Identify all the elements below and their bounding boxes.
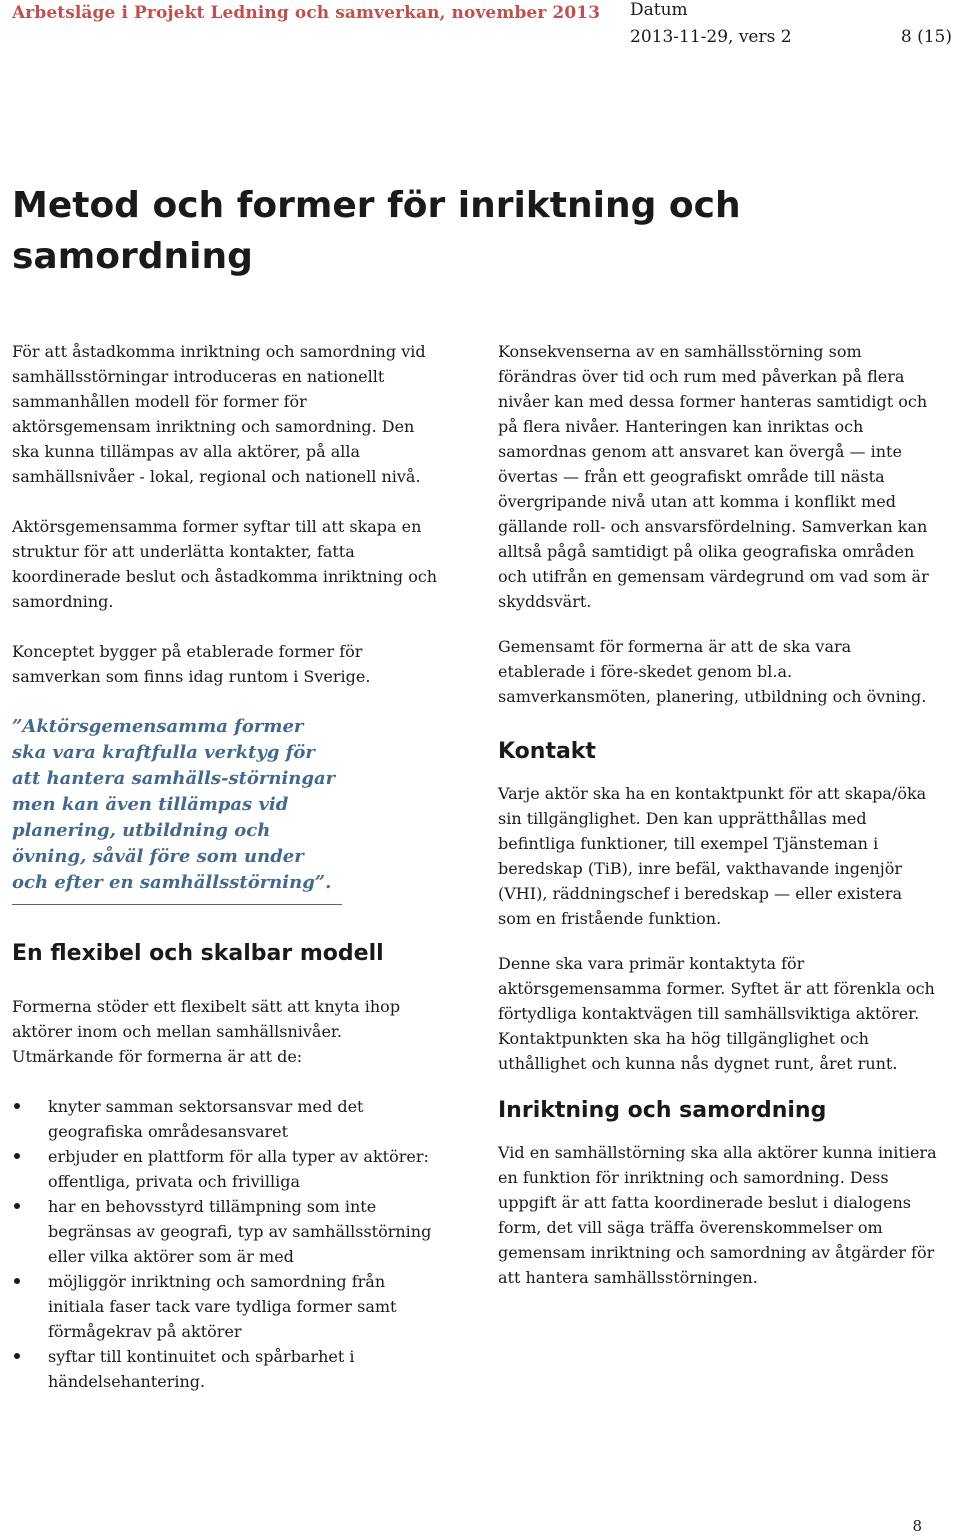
footer-page-number: 8 [912, 1517, 922, 1535]
section-heading-inriktning: Inriktning och samordning [498, 1098, 827, 1123]
consequences-paragraph: Konsekvenserna av en samhällsstörning som förändras över tid och rum med påverkan på flera nivåer kan med dessa former hanteras samtidigt och på flera nivåer. Hanteringen kan inriktas och samordnas genom att ansvaret kan övergå — inte övertas — från ett geografiskt område till nästa övergripande nivå utan att komma i konflikt med gällande roll- och ansvarsfördelning. Samverkan kan alltså pågå samtidigt på olika geografiska områden och utifrån en gemensam värdegrund om vad som är skyddsvärt. [498, 342, 929, 611]
quote-divider [12, 904, 342, 905]
list-item [12, 1344, 442, 1394]
common-paragraph: Gemensamt för formerna är att de ska vara etablerade i före-skedet genom bl.a. samverkansmöten, planering, utbildning och övning. [498, 637, 927, 706]
document-title: Arbetsläge i Projekt Ledning och samverkan, november 2013 [12, 3, 601, 23]
date-version: 2013-11-29, vers 2 [630, 27, 792, 47]
list-item [12, 1094, 442, 1144]
kontaktyta-paragraph: Denne ska vara primär kontaktyta för aktörsgemensamma former. Syftet är att förenkla och förtydliga kontaktvägen till samhällsviktiga aktörer. Kontaktpunkten ska ha hög tillgänglighet och uthållighet och kunna nås dygnet runt, året runt. [498, 954, 935, 1073]
list-item-text: möjliggör inriktning och samordning från initiala faser tack vare tydliga former samt förmågekrav på aktörer [48, 1272, 397, 1341]
page-title: Metod och former för inriktning och samordning [12, 185, 741, 277]
purpose-paragraph: Aktörsgemensamma former syftar till att skapa en struktur för att underlätta kontakter, fatta koordinerade beslut och åstadkomma inriktning och samordning. [12, 517, 438, 611]
kontakt-paragraph: Varje aktör ska ha en kontaktpunkt för att skapa/öka sin tillgänglighet. Den kan upprätthållas med befintliga funktioner, till exempel Tjänsteman i beredskap (TiB), inre befäl, vakthavande ingenjör (VHI), räddningschef i beredskap — eller existera som en fristående funktion. [498, 784, 927, 928]
section-heading-flexibel: En flexibel och skalbar modell [12, 941, 384, 966]
inriktning-paragraph: Vid en samhällstörning ska alla aktörer kunna initiera en funktion för inriktning och samordning. Dess uppgift är att fatta koordinerade beslut i dialogens form, det vill säga träffa överenskommelser om gemensam inriktning och samordning av åtgärder för att hantera samhällsstörningen. [498, 1143, 937, 1287]
page-counter: 8 (15) [900, 27, 952, 47]
flexibel-paragraph: Formerna stöder ett flexibelt sätt att knyta ihop aktörer inom och mellan samhällsnivåer. Utmärkande för formerna är att de: [12, 997, 401, 1066]
datum-label: Datum [630, 0, 688, 20]
bullet-icon [14, 1353, 20, 1359]
section-heading-kontakt: Kontakt [498, 739, 596, 764]
list-item-text: syftar till kontinuitet och spårbarhet i händelsehantering. [48, 1347, 355, 1391]
list-item [12, 1144, 442, 1194]
list-item-text: knyter samman sektorsansvar med det geografiska områdesansvaret [48, 1097, 364, 1141]
list-item-text: erbjuder en plattform för alla typer av aktörer: offentliga, privata och frivilliga [48, 1147, 429, 1191]
concept-paragraph: Konceptet bygger på etablerade former för samverkan som finns idag runtom i Sverige. [12, 642, 371, 686]
list-item [12, 1194, 442, 1269]
bullet-icon [14, 1153, 20, 1159]
bullet-icon [14, 1203, 20, 1209]
pull-quote: ”Aktörsgemensamma former ska vara kraftfulla verktyg för att hantera samhälls-störningar men kan även tillämpas vid planering, utbildning och övning, såväl före som under och efter en samhällsstörning”. [12, 716, 336, 893]
list-item-text: har en behovsstyrd tillämpning som inte begränsas av geografi, typ av samhällsstörning eller vilka aktörer som är med [48, 1197, 432, 1266]
right-column [498, 339, 938, 1290]
feature-list [12, 1094, 442, 1394]
bullet-icon [14, 1103, 20, 1109]
bullet-icon [14, 1278, 20, 1284]
intro-paragraph: För att åstadkomma inriktning och samordning vid samhällsstörningar introduceras en nationellt sammanhållen modell för former för aktörsgemensam inriktning och samordning. Den ska kunna tillämpas av alla aktörer, på alla samhällsnivåer - lokal, regional och nationell nivå. [12, 342, 426, 486]
left-column [12, 339, 442, 1394]
list-item [12, 1269, 442, 1344]
